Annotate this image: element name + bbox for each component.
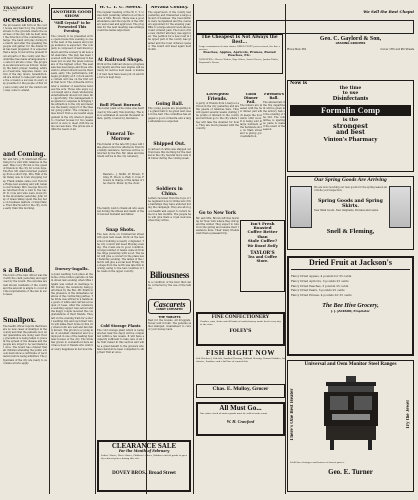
ad-cheapest bbox=[196, 34, 283, 74]
column-7 bbox=[263, 93, 285, 223]
ad-formalin-l7: and best bbox=[336, 129, 365, 137]
ad-cheapest-body1: Large assortment of extra choice DRIED FRUIT just received, the fine varieties: bbox=[199, 45, 280, 52]
ad-gaylord-firm: Geo. C. Gaylord & Son, bbox=[319, 36, 382, 42]
column-rule bbox=[285, 4, 286, 494]
ad-stove-headline: Universal and Oem Monitor Steel Ranges bbox=[304, 361, 397, 367]
article-text: The family wish to thank all who assisted during the illness and death of their beloved husband and father. bbox=[97, 206, 144, 216]
article-text: The bond of the new officer was filed with the clerk yesterday and approved by the board. The sureties are well known residents of the county and the amount is ample to cover all the requirements of the law in such cases. bbox=[3, 274, 47, 296]
ad-mulloy-firm: Chas. E. Mulloy, Grocer bbox=[212, 386, 269, 392]
ad-allmustgo bbox=[196, 402, 285, 436]
ad-spring-firm: Snell & Fleming, bbox=[326, 227, 375, 235]
ad-gaylord-address: Corner 17th and 9th Streets bbox=[380, 48, 414, 52]
ad-stove bbox=[287, 360, 414, 492]
ad-clearance-firm: DOVEY BROS., Broad Street bbox=[112, 470, 176, 476]
ad-cheapest-body2: NOVELTIES—Cheese Wafers, Ripe Olives, Swiss Cheese, Jordan Tables, bbox=[199, 57, 279, 61]
ad-text: Our entire stock of winter goods must be sold to make room. bbox=[200, 412, 268, 416]
ad-coffee-l3: Stale Coffee? bbox=[247, 237, 278, 243]
ad-foleys bbox=[196, 312, 285, 346]
ad-coffee-l6: Tea and Coffee bbox=[247, 255, 278, 260]
headline: Firemen's Ball. bbox=[264, 93, 284, 100]
ad-cascarets-tag: THE TABLETS bbox=[158, 314, 181, 319]
column-1 bbox=[3, 6, 47, 492]
ad-formalin-l5: is the bbox=[342, 117, 359, 124]
column-2 bbox=[51, 6, 93, 492]
article-text: Letters received from the boys of the regiment now in China tell of the hardships they have endured during the campaign. They are all in good health and expect to return home in a few months. The people here will give them a royal welcome when they arrive. bbox=[148, 197, 191, 222]
ad-allmustgo-firm: W. H. Crawford bbox=[226, 419, 255, 425]
ad-cascarets-sub: CANDY CATHARTIC bbox=[155, 307, 183, 311]
article-text: The comedy to be presented at the opera house this evening is one of the best of the season and a large audience is expected. The company is composed of well known players and the scenery is all new and elaborate. The play has been received with favor wherever it has been put on and the press notices are of the highest order. The seat sale has been large and those who wish to attend should secure their seats early. The performance will begin promptly at 8 o'clock and the curtain will rise on the first act at that hour. The orchestra will render a number of selections between the acts. Those who enjoy a good laugh and a clean wholesome entertainment should not miss this opportunity. The management has spared no expense in bringing this attraction to the city and deserves the hearty support of the theater going public. The company comes direct from a successful engagement in the city where it played to crowded houses for two weeks and it is sure to meet with the same success here. The prices are within the reach of all. bbox=[51, 35, 93, 131]
ad-dried-headline: Dried Fruit at Jackson's bbox=[291, 259, 410, 270]
ad-foleys-l2: FOLEY'S bbox=[229, 329, 252, 335]
column-5 bbox=[196, 93, 239, 311]
ad-text: New Wash Goods, New Ginghams, Percales and Lawns. bbox=[314, 209, 379, 213]
ad-text: Salt Mackerel, Cod fish, Smoked Herring, Holland Herring, Finnan Haddies, Anchovies, Sardines and a full line of canned fish. bbox=[196, 357, 285, 364]
article-text: The cold storage plant which is being erected near the depot will be completed within a few weeks. It will have a capacity sufficient to take care of all the fruit raised in this section and will be a great benefit to the growers who have heretofore been compelled to ship their fruit at once. bbox=[97, 329, 144, 354]
headline: ocessions. bbox=[3, 15, 44, 25]
ad-formalin-l2: the time bbox=[339, 85, 362, 91]
ad-formalin-l6: strongest bbox=[333, 122, 368, 131]
article-text: A quiet wedding took place at the home of the bride's parents on Main street last evening when Miss Ingalls was united in marriage to Mr. Dorsey, the ceremony being performed by the Rev. Mr. Smith in the presence of the immediate relatives of the contracting parties. The bride was attired in a handsome gown of white and carried a bouquet of roses. After the ceremony a wedding supper was served and the happy couple received the congratulations of their friends. They left on the evening train for a short wedding trip and upon their return will make their home in this city where both are well and favorably known. The groom is a young man of excellent character and is employed in one of the leading business houses of the city. The bride has grown to womanhood here and has a host of friends who wish her every happiness in her new life. bbox=[51, 273, 93, 351]
ad-gaylord-sub: LEADING GROCERS bbox=[335, 41, 366, 46]
headline: Cold Storage Plants bbox=[100, 324, 141, 329]
article-text: The boiler plant at the mine was destroyed by fire early this morning. The loss is estimated at several thousand dollars, partly covered by insurance. bbox=[97, 107, 144, 120]
ad-text: Best for the bowels. All druggists. Never sold in bulk. The genuine tablet stamped. Guaranteed to cure or your money back. bbox=[148, 318, 191, 332]
ad-dried-item: Fancy Dried Prunes, 4 pounds for 25 cents bbox=[291, 292, 352, 297]
article-text: Work at the railroad shops is progressing rapidly and the new engine will be ready for service next week. A number of new men have been put on and the force is kept busy. bbox=[97, 63, 144, 79]
ad-stove-left: There's One Best Heater bbox=[290, 389, 295, 442]
ad-clearance-sub: For the Month of February bbox=[118, 449, 170, 454]
column-rule bbox=[193, 4, 194, 494]
column-rule bbox=[146, 4, 147, 494]
ad-formalin-l8: Vinton's Pharmacy bbox=[323, 135, 378, 143]
article-text: The annual ball of the fire department will be given in the armory hall on the evening of the 22d. The committee is sparing no pains to make it the event of the season. bbox=[263, 100, 285, 132]
lady-figure-icon bbox=[389, 186, 411, 228]
article-text: The regular meeting of the W. C. T. U. was held yesterday afternoon at the home of Mrs. Brown. There was a good attendance and the reports of the officers were read and approved. The program for the next meeting was arranged and the ladies adjourned. bbox=[97, 10, 144, 33]
ad-fish-headline: FISH RIGHT NOW bbox=[206, 349, 275, 357]
ad-dried-fruit bbox=[287, 256, 414, 356]
headline: Liverpool Friends. bbox=[206, 93, 229, 102]
article-text: A carload of cattle was shipped out from here this morning for the market in the city. Several more cars will follow during the coming week. bbox=[148, 147, 191, 161]
headline: Good Dinner Pail. bbox=[244, 93, 258, 104]
ad-cheapest-headline: The Cheapest Is Not Always the Best... bbox=[201, 35, 278, 45]
headline: Boll Plant Burned. bbox=[99, 102, 142, 108]
headline: Nevada County. bbox=[150, 6, 189, 10]
column-4 bbox=[148, 6, 191, 492]
ad-cascarets bbox=[148, 299, 191, 314]
headline: At Railroad Shops. bbox=[97, 57, 144, 63]
ad-coffee-l7: Store. bbox=[256, 259, 269, 264]
ad-text: Ladies' Shoes, Men's Shoes, Children's Shoes, Rubbers and all goods at greatly reduced prices during this sale. bbox=[101, 453, 187, 460]
subheadline: "Still Crystal" to be Presented This Evening. bbox=[53, 21, 91, 33]
ad-formalin-l4: Disinfectants bbox=[332, 95, 369, 103]
article-text: The young people are preparing for a grand ball to be given next week in the hall. The committee has engaged a good orchestra and a large attendance is expected. bbox=[148, 107, 191, 123]
masthead-right: We Sell the Best Chopsi bbox=[363, 9, 414, 14]
ad-text: A full line of ranges and heaters at lowest prices. bbox=[290, 461, 345, 465]
ad-cheapest-fruits: Peaches, Apples, Apricots, Prunes, Peeled Peaches, Etc. bbox=[203, 50, 276, 58]
ad-coffee-l5: TAYLOR'S bbox=[250, 250, 275, 256]
ad-dried-item: Fancy Dried Peaches, 3 pounds 25 cents bbox=[291, 283, 349, 288]
ad-clearance bbox=[97, 440, 191, 492]
headline: Shipped Out. bbox=[153, 142, 186, 148]
ad-coffee-l2: Coffee Better than bbox=[247, 229, 278, 239]
article-text: The new store on Commercial street will open next week. Work on the new school building is nearly completed. The city council will meet Monday evening. The roads are in good condition. A large number of teams came in from the ridge yesterday with wood. The band will give a concert in the plaza next Saturday evening. The ladies of the church will give a social next Friday. The stage from the north was late this morning owing to the bad condition of the roads in the upper country. bbox=[97, 233, 144, 274]
headline: Go to New York bbox=[198, 211, 237, 216]
ad-text: We are now receiving our new goods for the spring season and invite your inspection. bbox=[314, 185, 387, 192]
article-text: the procession will form at the court house and march by the principal streets to the grounds where the exercises of the day will be held under the direction of the committee in charge. The band will play during the march and after the speaking the people will gather for the dinner that has been prepared. It is expected that a large crowd will be present from all parts of the county and the committee has made arrangements to care for all who come. The program as announced is as follows: music by the band, prayer, reading, address of welcome, response, music, oration of the day, music, benediction. All are invited to take part and make the occasion a success in every way possible for the people of this city and county and for the visitors who may come to attend. bbox=[3, 23, 47, 92]
ad-stove-right: Try the Jewel bbox=[406, 401, 411, 430]
ad-cheapest-body3: Raymond's Bacon. bbox=[199, 60, 220, 64]
ad-fish bbox=[196, 350, 285, 382]
ad-biliousness-word: Biliousness bbox=[149, 270, 190, 281]
masthead-date: Aug. 17, 1901 bbox=[3, 10, 18, 13]
lady-figure-icon bbox=[290, 186, 312, 228]
article-text: The miners are pleased with the new dinner pail which keeps the food warm until noon. It is being sold in large numbers at the hardware store on Main street and is giving good satisfaction. bbox=[240, 104, 262, 139]
cooking-range-icon bbox=[320, 376, 382, 454]
ad-foleys-l1: FINE CONFECTIONERY bbox=[211, 315, 270, 320]
ad-clearance-headline: CLEARANCE SALE bbox=[111, 442, 177, 450]
list-text: Bearers— J. Smith, W. Brown, F. Gray, H. Wood, A. Hall, C. Cole. Flowers in charge of the ladies of the church. Music by the choir. bbox=[103, 172, 144, 185]
ad-text: Is a condition of the liver that can be corrected by the use of the tablets. bbox=[148, 280, 191, 290]
ad-gaylord-phone: Phone Main 281 bbox=[287, 48, 307, 52]
ad-text: Candies, nuts, fruits and all kinds of confectionery made fresh every day at the store. bbox=[200, 320, 281, 327]
ad-dried-tagline: The Bee Hive Grocery, bbox=[322, 303, 379, 310]
ad-gaylord bbox=[287, 36, 414, 72]
article-text: The supervisors of the county met yesterday and transacted a large amount of business. The road districts were reorganized and the overseers appointed for the ensuing year. Bills to a large amount were allowed and ordered paid. The bond of the new district attorney was approved. The petition for a new road in the upper part of the county was granted and the road ordered opened. The board will meet again next month. bbox=[148, 10, 191, 51]
article-text: Mr. and Mrs. J. H. Smith left this morning for a visit with relatives in the east. Miss Lucy Brown is the guest of friends in the city for a few days. The Rev. Mr. Allen returned yesterday from a short trip. Mrs. Hall of Penn Valley was in town shopping today. Frank Adams came over from the Ridge last evening and will remain over Sunday. Mrs. George Wood has returned from a visit to the bay. W. D. Cole and wife were down from the mountains yesterday. John Gray of Grass Valley spent the day here on business matters of importance. Fred Morris left for the city on the early train this morning. bbox=[3, 157, 47, 211]
ad-cheapest-banner bbox=[196, 20, 414, 34]
ad-dried-item: Fancy Dried Apples, 4 pounds for 25 cents bbox=[291, 274, 352, 279]
headline: Funeral To-Morrow bbox=[106, 132, 135, 143]
headline: Smallpox. bbox=[3, 317, 36, 325]
article-text: Mr. and Mrs. Brown left this morning for New York where they will spend the winter. They expect to return in the spring and resume their residence here. Their many friends wish them a pleasant trip. bbox=[196, 216, 239, 235]
ad-coffee bbox=[240, 220, 285, 292]
article-text: The health officer reports that there are no new cases of smallpox in the county and that the patients now under quarantine are doing well. Every precaution is being taken to prevent the spread of the disease and the people are urged to be vaccinated at once. The board has ordered that all children attending the public schools must show a certificate of vaccination before being admitted. The physicians of the city are ready to vaccinate all who apply. bbox=[3, 324, 47, 365]
headline: W. C. T. U. Meets. bbox=[99, 6, 142, 10]
column-6 bbox=[240, 93, 262, 223]
ad-allmustgo-headline: All Must Go... bbox=[219, 404, 262, 412]
ad-coffee-l4: We Roast Daily bbox=[247, 243, 278, 248]
ad-spring bbox=[287, 176, 414, 250]
masthead-left: TRANSCRIPT bbox=[3, 6, 34, 10]
headline: Going Ball. bbox=[155, 101, 184, 107]
ad-formalin-l3: to use bbox=[342, 90, 359, 96]
ad-spring-headline: Our Spring Goods Are Arriving bbox=[314, 177, 387, 183]
ad-coffee-l1: Isn't Fresh Roasted bbox=[250, 221, 275, 231]
headline: s a Bond. bbox=[3, 266, 35, 274]
ad-formalin-l1: Now is bbox=[290, 81, 308, 86]
column-3 bbox=[97, 6, 144, 492]
headline: Soldiers in China. bbox=[156, 186, 183, 197]
ad-stove-firm: Geo. E. Turner bbox=[328, 468, 373, 477]
headline: and Coming. bbox=[3, 150, 46, 158]
ad-spring-sub: Spring Goods and Spring Skirts. bbox=[318, 198, 383, 209]
article-text: The funeral of the late Mr. Jones will take place tomorrow afternoon from the family residence. Services will be conducted by the Rev. Mr. Allen and interment will be in the city cemetery. bbox=[97, 142, 144, 159]
ad-formalin-brand: Formalin Comp bbox=[290, 105, 411, 116]
ad-dried-prop: J. J. JACKSON, Proprietor bbox=[331, 308, 370, 313]
ad-cascarets-brand: Cascarets bbox=[153, 299, 186, 309]
ad-formalin bbox=[287, 80, 414, 172]
ad-mulloy bbox=[196, 384, 285, 398]
headline: ANOTHER GOOD SHOW bbox=[51, 8, 93, 20]
ad-dried-item: Fancy Dried Apricots, 3 pounds 25 cents bbox=[291, 278, 349, 283]
column-rule bbox=[95, 4, 96, 494]
column-rule bbox=[49, 4, 50, 494]
ad-dried-item: Fancy Dried Pears, 3 pounds 25 cents bbox=[291, 288, 345, 293]
headline: Snap Shots. bbox=[105, 227, 136, 233]
article-text: A party of friends from Liverpool arrived in the city yesterday and are the guests of relatives here. They will spend several weeks visiting the points of interest in the county and will then go to the city where they will take the steamer for home. They are much pleased with the country. bbox=[196, 102, 239, 130]
headline: Dorsey-Ingalls. bbox=[55, 266, 89, 272]
